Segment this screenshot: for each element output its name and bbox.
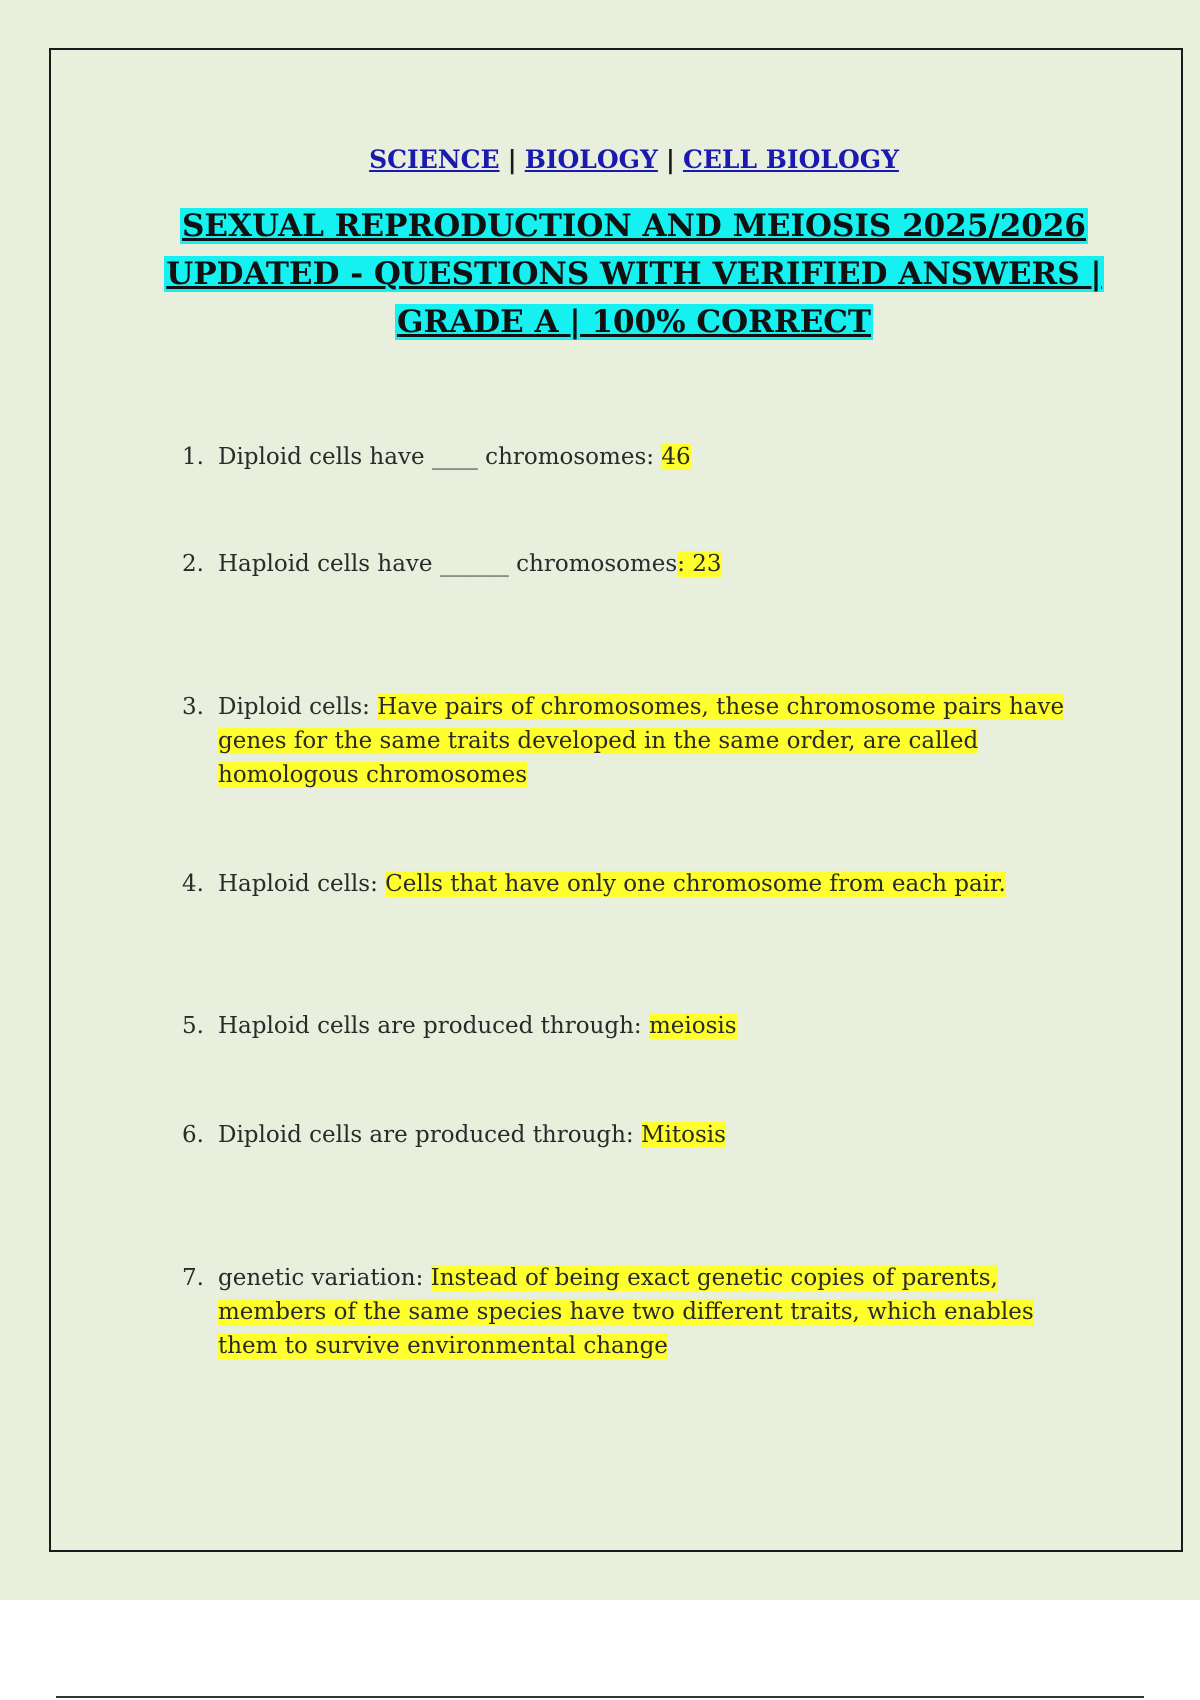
answer-highlight: Have pairs of chromosomes, these chromosome pairs have genes for the same traits developed in the same order, are called homologous chromosomes <box>218 694 1065 788</box>
breadcrumb-separator: | <box>665 145 675 174</box>
question-item-3 <box>182 690 1082 792</box>
title-line-3: GRADE A | 100% CORRECT <box>396 304 872 340</box>
question-prompt: Haploid cells have ______ chromosomes <box>218 551 678 577</box>
question-item-5 <box>182 1009 1082 1043</box>
question-prompt: genetic variation: <box>218 1265 431 1291</box>
page-title <box>150 202 1118 346</box>
question-prompt: Diploid cells: <box>218 694 378 720</box>
question-prompt: Diploid cells are produced through: <box>218 1122 641 1148</box>
question-number: 7. <box>182 1265 204 1291</box>
question-prompt: Diploid cells have ____ chromosomes: <box>218 444 662 470</box>
question-item-4 <box>182 867 1082 901</box>
answer-highlight: Cells that have only one chromosome from each pair. <box>385 871 1006 897</box>
breadcrumb-link-cell-biology[interactable]: CELL BIOLOGY <box>682 145 899 174</box>
question-number: 5. <box>182 1013 204 1039</box>
question-item-6 <box>182 1118 1082 1152</box>
breadcrumb-link-biology[interactable]: BIOLOGY <box>524 145 658 174</box>
question-number: 6. <box>182 1122 204 1148</box>
title-line-1: SEXUAL REPRODUCTION AND MEIOSIS 2025/2026 <box>181 208 1086 244</box>
breadcrumb-separator: | <box>507 145 517 174</box>
breadcrumb-link-science[interactable]: SCIENCE <box>369 145 500 174</box>
answer-highlight: 46 <box>661 444 691 470</box>
answer-highlight: Mitosis <box>641 1122 726 1148</box>
title-line-2: UPDATED - QUESTIONS WITH VERIFIED ANSWERS | <box>166 256 1102 292</box>
answer-highlight: Instead of being exact genetic copies of parents, members of the same species have two different traits, which enables them to survive environmental change <box>218 1265 1034 1359</box>
bottom-divider <box>56 1696 1144 1698</box>
breadcrumb <box>0 145 1200 174</box>
question-item-7 <box>182 1261 1082 1363</box>
question-item-2 <box>182 547 1082 581</box>
question-prompt: Haploid cells are produced through: <box>218 1013 649 1039</box>
answer-highlight: : 23 <box>677 551 722 577</box>
answer-highlight: meiosis <box>648 1013 737 1039</box>
question-number: 1. <box>182 444 204 470</box>
question-number: 3. <box>182 694 204 720</box>
question-prompt: Haploid cells: <box>218 871 386 897</box>
question-item-1 <box>182 440 1082 474</box>
question-number: 2. <box>182 551 204 577</box>
question-number: 4. <box>182 871 204 897</box>
